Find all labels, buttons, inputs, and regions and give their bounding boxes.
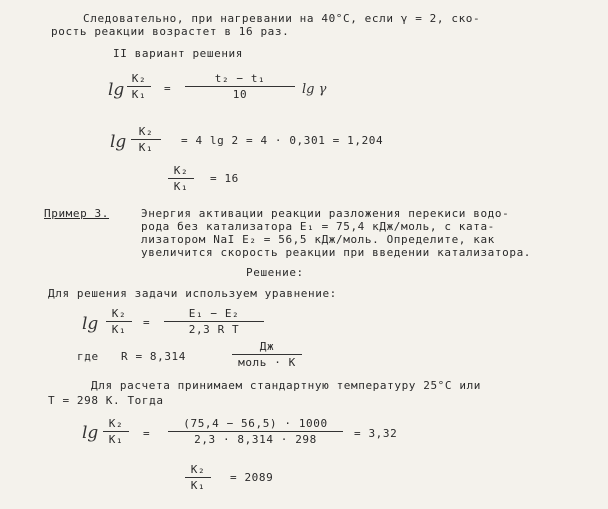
fraction-numerator: K₂	[131, 72, 147, 85]
paragraph-line: Следовательно, при нагревании на 40°C, если γ = 2, ско-	[83, 12, 481, 25]
fraction-numerator: Дж	[259, 340, 275, 353]
fraction-numerator: t₂ − t₁	[214, 72, 266, 85]
k-ratio-fraction	[185, 463, 211, 492]
example-line: рода без катализатора E₁ = 75,4 кДж/моль, с ката-	[141, 220, 495, 233]
equation-rhs: = 4 lg 2 = 4 · 0,301 = 1,204	[181, 134, 384, 147]
fraction-denominator: моль · K	[238, 356, 296, 369]
equals-sign: =	[164, 82, 172, 95]
k-ratio-fraction	[168, 164, 194, 193]
fraction-numerator: (75,4 − 56,5) · 1000	[183, 417, 328, 430]
fraction-numerator: E₁ − E₂	[188, 307, 240, 320]
numeric-fraction	[168, 417, 343, 446]
k-ratio-fraction	[127, 72, 151, 101]
equals-sign: =	[143, 427, 151, 440]
fraction-numerator: K₂	[138, 125, 154, 138]
paragraph-line: T = 298 K. Тогда	[48, 394, 164, 407]
example-label: Пример 3.	[44, 207, 110, 220]
k-ratio-fraction	[103, 417, 129, 446]
example-line: увеличится скорость реакции при введении катализатора.	[141, 246, 532, 259]
energy-fraction	[164, 307, 264, 336]
fraction-denominator: 2,3 · 8,314 · 298	[194, 433, 317, 446]
fraction-denominator: K₁	[111, 323, 127, 336]
equation-rhs: = 2089	[230, 471, 274, 484]
gas-constant-value: R = 8,314	[121, 350, 187, 363]
temperature-fraction	[185, 72, 295, 101]
k-ratio-fraction	[131, 125, 161, 154]
fraction-denominator: K₁	[131, 88, 147, 101]
solution-heading: Решение:	[246, 266, 304, 279]
lg-symbol: lg	[82, 423, 99, 443]
paragraph-line: рость реакции возрастет в 16 раз.	[51, 25, 290, 38]
lg-symbol: lg	[82, 314, 99, 334]
equals-sign: =	[143, 316, 151, 329]
section-heading: II вариант решения	[113, 47, 244, 60]
example-line: Энергия активации реакции разложения перекиси водо-	[141, 207, 510, 220]
fraction-numerator: K₂	[173, 164, 189, 177]
solution-intro: Для решения задачи используем уравнение:	[48, 287, 337, 300]
fraction-denominator: 2,3 R T	[188, 323, 240, 336]
fraction-denominator: K₁	[190, 479, 206, 492]
paragraph-line: Для расчета принимаем стандартную температуру 25°C или	[91, 379, 482, 392]
lg-symbol: lg	[108, 80, 125, 100]
unit-fraction	[232, 340, 302, 369]
fraction-denominator: K₁	[138, 141, 154, 154]
fraction-denominator: K₁	[173, 180, 189, 193]
lg-gamma: lg γ	[302, 82, 327, 97]
where-label: где	[77, 350, 99, 363]
equation-rhs: = 3,32	[354, 427, 398, 440]
fraction-numerator: K₂	[190, 463, 206, 476]
equation-rhs: = 16	[210, 172, 239, 185]
example-line: лизатором NaI E₂ = 56,5 кДж/моль. Определите, как	[141, 233, 495, 246]
fraction-numerator: K₂	[111, 307, 127, 320]
fraction-numerator: K₂	[108, 417, 124, 430]
fraction-denominator: K₁	[108, 433, 124, 446]
fraction-denominator: 10	[232, 88, 248, 101]
k-ratio-fraction	[106, 307, 132, 336]
lg-symbol: lg	[110, 132, 127, 152]
